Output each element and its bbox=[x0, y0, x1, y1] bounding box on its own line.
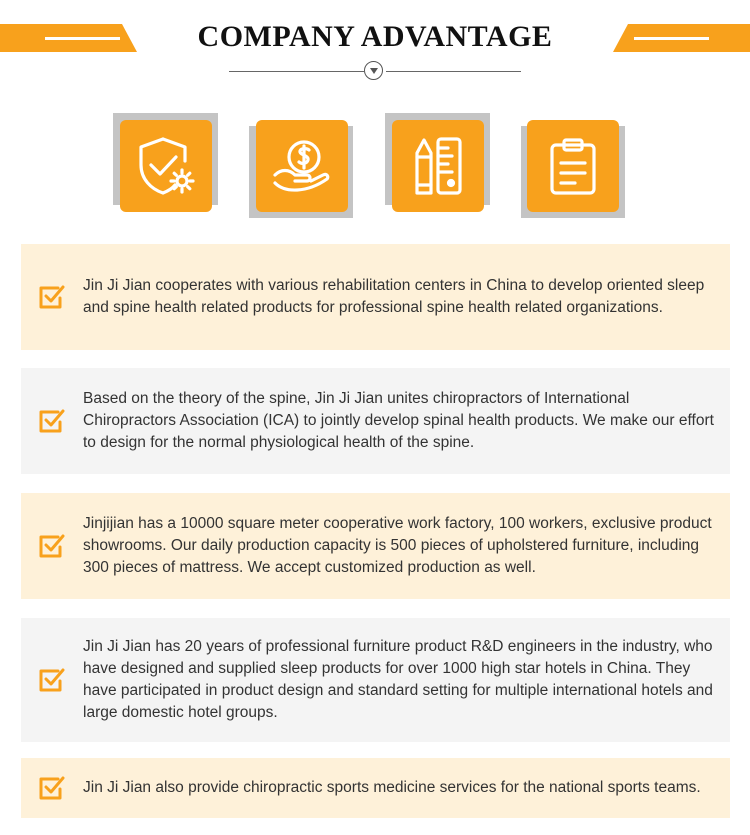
advantage-text: Based on the theory of the spine, Jin Ji Jian unites chiropractors of International Chiropractors Association (ICA) to jointly develop spinal health products. We make our effort to design for the normal physiological health of the spine. bbox=[83, 390, 714, 451]
checkbox-check-icon bbox=[37, 774, 65, 802]
advantage-card bbox=[21, 618, 730, 742]
clipboard-icon bbox=[527, 120, 619, 212]
advantage-text: Jin Ji Jian has 20 years of professional furniture product R&D engineers in the industry, who have designed and supplied sleep products for over 1000 high star hotels in China. They have participated in product design and standard setting for multiple international hotels and large domestic hotel groups. bbox=[83, 638, 713, 721]
page-title: COMPANY ADVANTAGE bbox=[197, 20, 553, 53]
advantage-card bbox=[21, 493, 730, 599]
chevron-down-icon bbox=[364, 61, 383, 80]
advantage-card bbox=[21, 758, 730, 818]
divider-right bbox=[386, 71, 521, 72]
dollar-hand-coin-icon bbox=[256, 120, 348, 212]
divider-left bbox=[229, 71, 364, 72]
pencil-ruler-icon bbox=[392, 120, 484, 212]
checkbox-check-icon bbox=[37, 407, 65, 435]
advantage-text: Jin Ji Jian also provide chiropractic sports medicine services for the national sports teams. bbox=[83, 779, 701, 796]
advantage-text: Jin Ji Jian cooperates with various rehabilitation centers in China to develop oriented sleep and spine health related products for professional spine health related organizations. bbox=[83, 277, 705, 316]
advantage-card bbox=[21, 244, 730, 350]
shield-check-gear-icon bbox=[120, 120, 212, 212]
checkbox-check-icon bbox=[37, 666, 65, 694]
checkbox-check-icon bbox=[37, 283, 65, 311]
checkbox-check-icon bbox=[37, 532, 65, 560]
advantage-card bbox=[21, 368, 730, 474]
advantage-text: Jinjijian has a 10000 square meter cooperative work factory, 100 workers, exclusive product showrooms. Our daily production capacity is 500 pieces of upholstered furniture, including 300 pieces of mattress. We accept customized production as well. bbox=[83, 515, 712, 576]
